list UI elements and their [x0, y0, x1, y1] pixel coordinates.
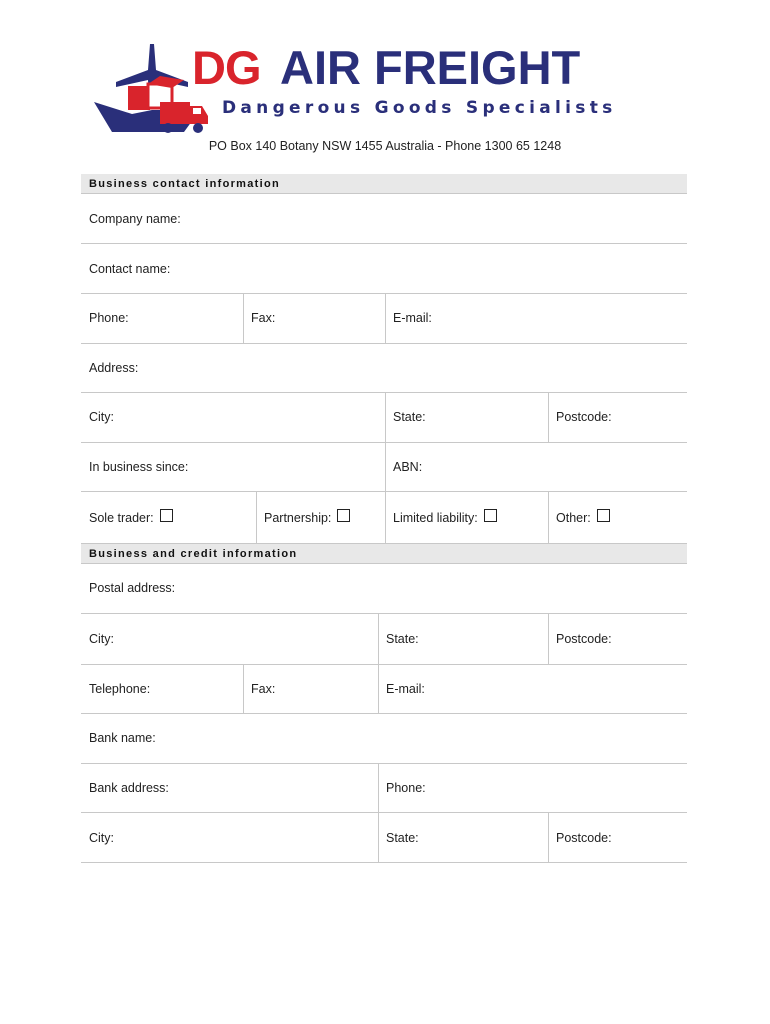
sole-trader-option	[81, 492, 256, 543]
credit-email-label: E-mail:	[386, 681, 425, 696]
form-row	[81, 764, 687, 814]
limited-liability-option	[385, 492, 548, 543]
postcode-label: Postcode:	[556, 410, 612, 425]
postal-address-field[interactable]	[81, 564, 687, 613]
form-row	[81, 244, 687, 294]
sole-trader-label: Sole trader:	[89, 510, 154, 525]
form-row	[81, 443, 687, 493]
in-business-since-field[interactable]	[81, 443, 385, 492]
city-label: City:	[89, 410, 114, 425]
bank-address-field[interactable]	[81, 764, 378, 813]
bank-name-label: Bank name:	[89, 731, 156, 746]
bank-address-label: Bank address:	[89, 780, 169, 795]
postal-city-field[interactable]	[81, 614, 378, 664]
credit-fax-label: Fax:	[251, 681, 276, 696]
bank-phone-label: Phone:	[386, 780, 426, 795]
email-field[interactable]	[385, 294, 687, 343]
telephone-label: Telephone:	[89, 681, 151, 696]
phone-label: Phone:	[89, 311, 129, 326]
abn-field[interactable]	[385, 443, 687, 492]
form-row	[81, 294, 687, 344]
contact-name-label: Contact name:	[89, 261, 171, 276]
bank-state-label: State:	[386, 830, 419, 845]
partnership-checkbox[interactable]	[337, 509, 350, 522]
bank-postcode-label: Postcode:	[556, 830, 612, 845]
company-name-field[interactable]	[81, 194, 687, 243]
other-label: Other:	[556, 510, 591, 525]
bank-city-label: City:	[89, 830, 114, 845]
postal-city-label: City:	[89, 631, 114, 646]
form-row	[81, 813, 687, 863]
postal-postcode-label: Postcode:	[556, 631, 612, 646]
bank-name-field[interactable]	[81, 714, 687, 763]
other-checkbox[interactable]	[597, 509, 610, 522]
postcode-field[interactable]	[548, 393, 687, 442]
other-option	[548, 492, 687, 543]
email-label: E-mail:	[393, 311, 432, 326]
form-row	[81, 344, 687, 394]
fax-field[interactable]	[243, 294, 385, 343]
abn-label: ABN:	[393, 459, 423, 474]
state-label: State:	[393, 410, 426, 425]
partnership-label: Partnership:	[264, 510, 332, 525]
form-row	[81, 564, 687, 614]
postal-address-label: Postal address:	[89, 581, 176, 596]
bank-phone-field[interactable]	[378, 764, 687, 813]
telephone-field[interactable]	[81, 665, 243, 714]
bank-city-field[interactable]	[81, 813, 378, 862]
address-label: Address:	[89, 360, 139, 375]
application-form	[81, 174, 687, 863]
address-field[interactable]	[81, 344, 687, 393]
postal-postcode-field[interactable]	[548, 614, 687, 664]
section-heading-business-credit: Business and credit information	[81, 544, 687, 564]
company-address: PO Box 140 Botany NSW 1455 Australia - Phone 1300 65 1248	[208, 139, 562, 153]
city-field[interactable]	[81, 393, 385, 442]
section-heading-business-contact: Business contact information	[81, 174, 687, 194]
form-row	[81, 194, 687, 244]
form-row	[81, 492, 687, 544]
state-field[interactable]	[385, 393, 548, 442]
company-name-label: Company name:	[89, 211, 181, 226]
form-row	[81, 393, 687, 443]
credit-email-field[interactable]	[378, 665, 687, 714]
bank-postcode-field[interactable]	[548, 813, 687, 862]
phone-field[interactable]	[81, 294, 243, 343]
form-row	[81, 714, 687, 764]
contact-name-field[interactable]	[81, 244, 687, 293]
fax-label: Fax:	[251, 311, 276, 326]
sole-trader-checkbox[interactable]	[160, 509, 173, 522]
form-row	[81, 665, 687, 715]
in-business-since-label: In business since:	[89, 459, 189, 474]
postal-state-field[interactable]	[378, 614, 548, 664]
company-logo	[92, 40, 632, 140]
bank-state-field[interactable]	[378, 813, 548, 862]
limited-liability-label: Limited liability:	[393, 510, 478, 525]
credit-fax-field[interactable]	[243, 665, 378, 714]
partnership-option	[256, 492, 385, 543]
logo-brand-prefix: DG	[192, 41, 261, 94]
postal-state-label: State:	[386, 631, 419, 646]
limited-liability-checkbox[interactable]	[484, 509, 497, 522]
logo-tagline: Dangerous Goods Specialists	[222, 98, 617, 118]
form-row	[81, 614, 687, 665]
logo-brand-main: AIR FREIGHT	[280, 41, 581, 94]
